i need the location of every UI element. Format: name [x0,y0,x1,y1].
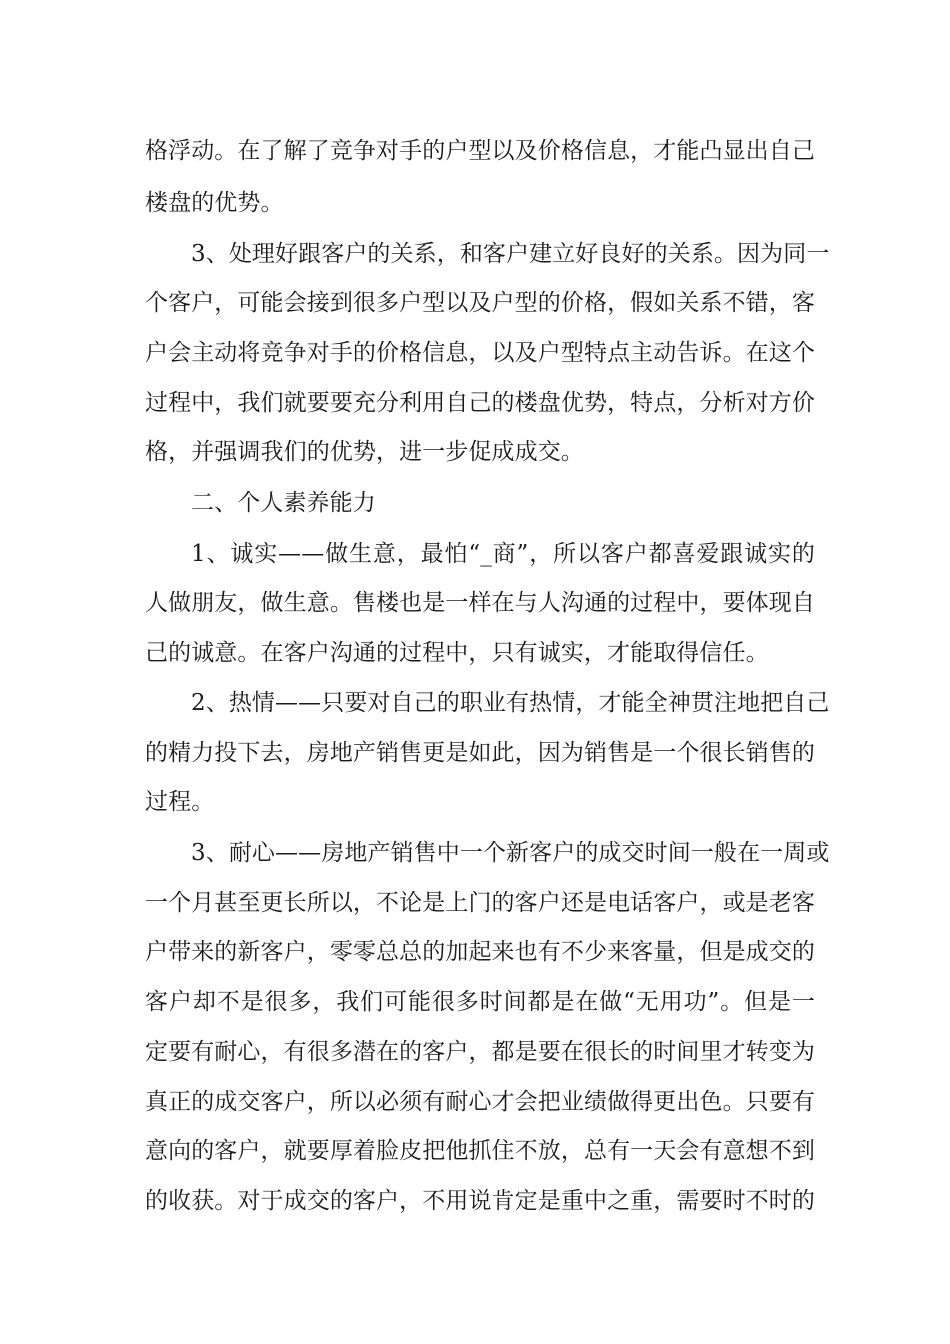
paragraph-line: 2、热情——只要对自己的职业有热情，才能全神贯注地把自己 [191,690,830,716]
paragraph-line: 格，并强调我们的优势，进一步促成成交。 [145,439,584,465]
paragraph-line: 户会主动将竞争对手的价格信息，以及户型特点主动告诉。在这个 [145,340,815,366]
paragraph-line: 定要有耐心，有很多潜在的客户，都是要在很长的时间里才转变为 [145,1039,815,1065]
paragraph-line: 3、处理好跟客户的关系，和客户建立好良好的关系。因为同一 [191,241,830,267]
paragraph-line: 户带来的新客户，零零总总的加起来也有不少来客量，但是成交的 [145,939,815,965]
paragraph-line: 客户却不是很多，我们可能很多时间都是在做“无用功”。但是一 [145,989,815,1015]
paragraph-line: 己的诚意。在客户沟通的过程中，只有诚实，才能取得信任。 [145,640,769,666]
paragraph-line: 人做朋友，做生意。售楼也是一样在与人沟通的过程中，要体现自 [145,590,815,616]
paragraph-line: 一个月甚至更长所以，不论是上门的客户还是电话客户，或是老客 [145,890,815,916]
paragraph-line: 真正的成交客户，所以必须有耐心才会把业绩做得更出色。只要有 [145,1089,815,1115]
paragraph-line: 1、诚实——做生意，最怕“_商”，所以客户都喜爱跟诚实的 [191,541,815,567]
paragraph-line: 过程中，我们就要要充分利用自己的楼盘优势，特点，分析对方价 [145,390,815,416]
paragraph-line: 的精力投下去，房地产销售更是如此，因为销售是一个很长销售的 [145,740,815,766]
section-heading: 二、个人素养能力 [191,490,376,516]
paragraph-line: 个客户，可能会接到很多户型以及户型的价格，假如关系不错，客 [145,290,815,316]
paragraph-line: 的收获。对于成交的客户，不用说肯定是重中之重，需要时不时的 [145,1188,815,1214]
paragraph-line: 楼盘的优势。 [145,190,284,216]
paragraph-line: 3、耐心——房地产销售中一个新客户的成交时间一般在一周或 [191,840,830,866]
paragraph-line: 意向的客户，就要厚着脸皮把他抓住不放，总有一天会有意想不到 [145,1138,815,1164]
paragraph-line: 格浮动。在了解了竞争对手的户型以及价格信息，才能凸显出自己 [145,138,815,164]
paragraph-line: 过程。 [145,789,215,815]
